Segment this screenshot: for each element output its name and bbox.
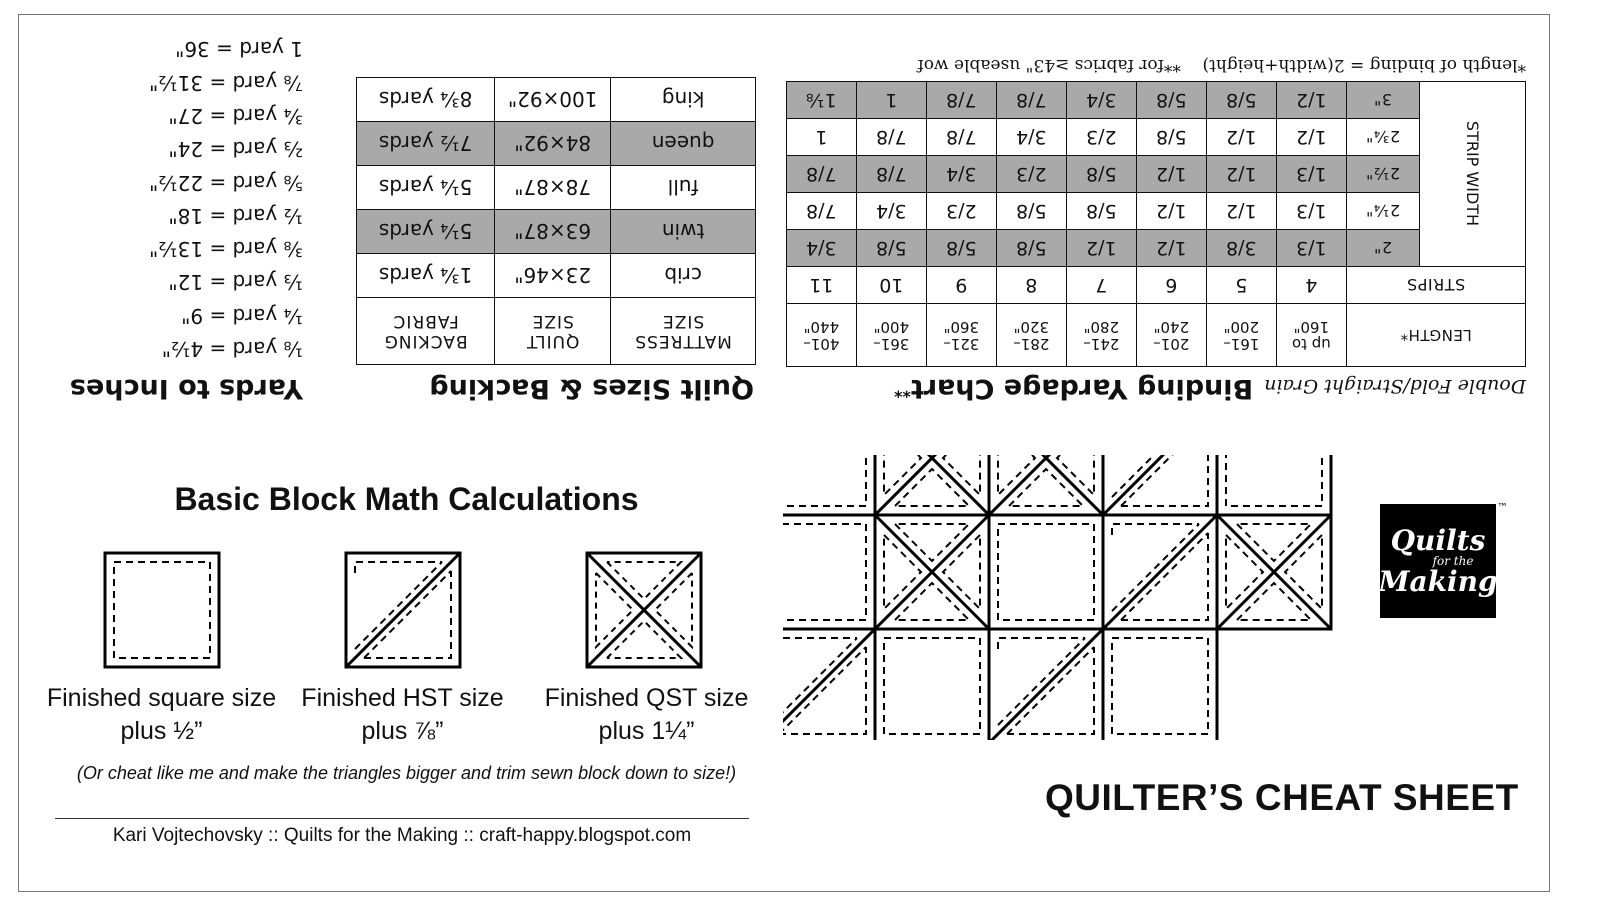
yardage-cell: 5/8 [1206,82,1276,119]
yardage-cell: 3/4 [996,119,1066,156]
yardage-cell: 3/4 [856,193,926,230]
binding-chart [786,55,1526,404]
footer-credit: Kari Vojtechovsky :: Quilts for the Making :: craft-happy.blogspot.com [112,825,692,846]
length-row [786,304,1525,367]
quilt-backing-cell: 7½ yards [357,122,495,166]
quilt-size-cell: 84×92" [495,122,611,166]
yardage-cell: 1/3 [1276,193,1346,230]
strip-width-row [786,193,1525,230]
yards-item: ⅞ yard = 31½" [149,70,303,95]
quilt-mattress-cell: king [611,78,756,122]
strip-width-row [786,82,1525,119]
quilt-header-cell: MATTRESS SIZE [611,298,756,365]
strip-width-label-text: STRIP WIDTH [1462,121,1482,227]
quilt-mattress-cell: crib [611,254,756,298]
yardage-cell: 1/2 [1206,119,1276,156]
binding-table [786,81,1526,367]
quilt-pattern [783,455,1343,740]
quilt-header-row [357,298,756,365]
strips-label: STRIPS [1346,267,1525,304]
square-caption-line2: plus ½” [120,717,203,745]
binding-subtitle: Double Fold/Straight Grain [1264,375,1526,397]
qst-block-diagram [587,553,701,667]
quilt-header-cell: QUILT SIZE [495,298,611,365]
quilt-size-cell: 100×92" [495,78,611,122]
quilt-size-cell: 23×46" [495,254,611,298]
yardage-cell: 5/8 [1136,119,1206,156]
yards-item: ⅛ yard = 4½" [161,337,303,361]
hst-block-diagram [346,553,460,667]
strips-cell: 11 [786,267,856,304]
length-cell: 281–320" [996,304,1066,367]
qst-caption-line1: Finished QST size [544,684,749,712]
yardage-cell: 1/2 [1136,193,1206,230]
yardage-cell: 1/2 [1136,156,1206,193]
quilt-header-cell: BACKING FABRIC [357,298,495,365]
pattern-block [875,629,989,740]
square-caption [39,682,284,748]
hst-caption-line2: plus ⅞” [361,717,444,745]
quilts-for-the-making-logo [1380,504,1496,618]
cheat-note: (Or cheat like me and make the triangles bigger and trim sewn block down to size!) [76,763,737,783]
quilt-row [357,254,756,298]
yardage-cell: 2/3 [1066,119,1136,156]
strip-width-label [1419,82,1525,267]
logo-line3: Making [1378,564,1498,598]
yardage-cell: 7/8 [786,193,856,230]
yardage-cell: 3/4 [1066,82,1136,119]
yardage-cell: 1/2 [1136,230,1206,267]
quilt-mattress-cell: queen [611,122,756,166]
quilt-row [357,166,756,210]
strips-cell: 7 [1066,267,1136,304]
strips-cell: 5 [1206,267,1276,304]
logo-trademark: ™ [1497,501,1508,514]
yardage-cell: 7/8 [786,156,856,193]
block-math-title: Basic Block Math Calculations [174,481,639,517]
yardage-cell: 1/2 [1276,119,1346,156]
yards-to-inches [43,32,303,404]
quilt-size-cell: 78×87" [495,166,611,210]
qst-caption-line2: plus 1¼” [598,717,695,745]
length-cell: 161–200" [1206,304,1276,367]
pattern-block [783,629,875,740]
yardage-cell: 3/8 [1206,230,1276,267]
yardage-cell: 1/2 [1206,193,1276,230]
yards-item: ⅓ yard = 12" [168,270,303,295]
length-cell: 201–240" [1136,304,1206,367]
square-caption-line1: Finished square size [46,684,277,712]
yardage-cell: 5/8 [1066,156,1136,193]
strips-cell: 10 [856,267,926,304]
length-cell: 321–360" [926,304,996,367]
footer-divider [55,818,749,819]
yardage-cell: 7/8 [926,119,996,156]
yards-item: ⅝ yard = 22½" [149,170,303,195]
logo-line1: Quilts [1390,523,1486,557]
binding-title: Binding Yardage Chart [910,373,1254,404]
pattern-block [1103,629,1217,740]
yardage-cell: 5/8 [996,193,1066,230]
strip-width-value: 2¼" [1346,193,1419,230]
yardage-cell: 1 [786,119,856,156]
strip-width-row [786,156,1525,193]
yardage-cell: 3/4 [786,230,856,267]
yardage-cell: 1/2 [1066,230,1136,267]
strips-cell: 8 [996,267,1066,304]
yards-item: ⅜ yard = 13½" [149,237,303,262]
yards-item: ¼ yard = 9" [181,303,303,328]
length-label: LENGTH* [1346,304,1525,367]
quilt-backing-cell: 1¾ yards [357,254,495,298]
qst-caption [524,682,769,748]
strips-cell: 9 [926,267,996,304]
strips-row [786,267,1525,304]
strip-width-value: 2" [1346,230,1419,267]
yardage-cell: 5/8 [1136,82,1206,119]
strip-width-row [786,119,1525,156]
yardage-cell: 5/8 [926,230,996,267]
quilt-title: Quilt Sizes & Backing [429,373,754,404]
yardage-cell: 1/2 [1276,82,1346,119]
yardage-cell: 1/2 [1206,156,1276,193]
strips-cell: 6 [1136,267,1206,304]
quilt-row [357,210,756,254]
yardage-cell: 2/3 [996,156,1066,193]
strip-width-value: 2¾" [1346,119,1419,156]
yards-item: ¾ yard = 27" [168,103,303,128]
yardage-cell: 5/8 [996,230,1066,267]
cheat-sheet-card [18,14,1550,892]
yardage-cell: 7/8 [926,82,996,119]
quilt-row [357,78,756,122]
yardage-cell: 7/8 [996,82,1066,119]
quilt-size-cell: 63×87" [495,210,611,254]
quilt-mattress-cell: full [611,166,756,210]
yardage-cell: 1 [856,82,926,119]
quilt-backing-cell: 8¾ yards [357,78,495,122]
yards-item: ½ yard = 18" [168,203,303,228]
yardage-cell: 3/4 [926,156,996,193]
strips-cell: 4 [1276,267,1346,304]
binding-footnote: *length of binding = 2(width+height) **for fabrics ≥43" useable wof [917,55,1526,75]
pattern-block [875,455,989,515]
square-block-diagram [105,553,219,667]
length-cell: up to 160" [1276,304,1346,367]
upside-down-section [19,15,1551,445]
yardage-cell: 5/8 [1066,193,1136,230]
quilt-row [357,122,756,166]
strip-width-row [786,230,1525,267]
yardage-cell: 5/8 [856,230,926,267]
yardage-cell: 1⅛ [786,82,856,119]
yards-title: Yards to Inches [69,373,303,404]
yardage-cell: 1/3 [1276,156,1346,193]
quilt-sizes [356,77,756,404]
yardage-cell: 1/3 [1276,230,1346,267]
quilt-mattress-cell: twin [611,210,756,254]
yards-item: 1 yard = 36" [175,37,303,62]
yards-item: ⅔ yard = 24" [168,137,303,162]
quilt-backing-cell: 5¼ yards [357,166,495,210]
hst-caption [285,682,520,748]
sheet-title: QUILTER’S CHEAT SHEET [1045,777,1519,818]
strip-width-value: 2½" [1346,156,1419,193]
length-cell: 401–440" [786,304,856,367]
pattern-block [783,515,875,629]
logo-line2: for the [1432,553,1474,568]
strip-width-value: 3" [1346,82,1419,119]
quilt-backing-cell: 5¼ yards [357,210,495,254]
length-cell: 361–400" [856,304,926,367]
yardage-cell: 7/8 [856,119,926,156]
length-cell: 241–280" [1066,304,1136,367]
pattern-block [989,455,1103,515]
quilt-table [356,77,756,365]
hst-caption-line1: Finished HST size [301,684,504,712]
pattern-block [989,515,1103,629]
binding-title-mark: ** [894,382,911,402]
block-diagrams [39,545,774,675]
yards-list [43,32,303,365]
yardage-cell: 7/8 [856,156,926,193]
yardage-cell: 2/3 [926,193,996,230]
